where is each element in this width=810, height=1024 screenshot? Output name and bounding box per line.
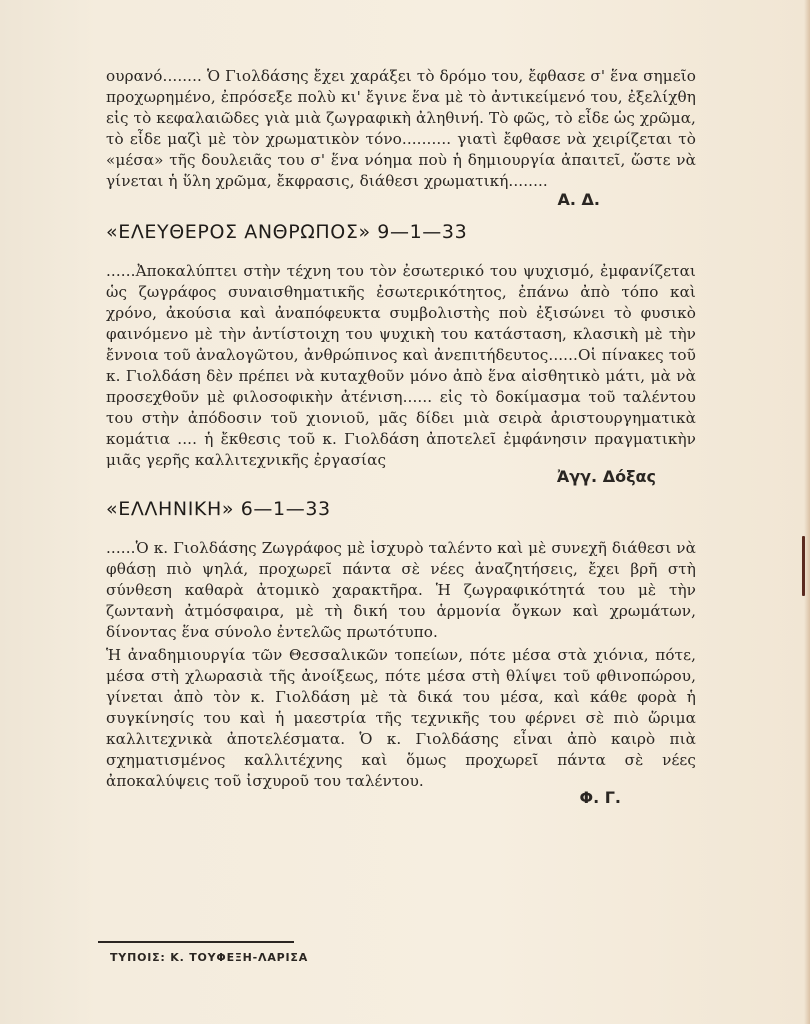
binding-mark xyxy=(802,536,805,596)
section1-paragraph: ουρανό........ Ὁ Γιολδάσης ἔχει χαράξει τὸ δρόμο του, ἔφθασε σ' ἕνα σημεῖο προχωρημένο, ἐπρόσεξε πολὺ κι' ἔγινε ἕνα μὲ τὸ ἀντικείμενό του, ἐξελίχθη εἰς τὸ κεφαλαιῶδες γιὰ μιὰ ζωγραφικὴ ἀληθινή. Τὸ φῶς, τὸ εἶδε ὡς χρῶμα, τὸ εἶδε μαζὶ μὲ τὸν χρωματικὸν τόνο.......... γιατὶ ἔφθασε νὰ χειρίζεται τὸ «μέσα» τῆς δουλειᾶς του σ' ἕνα νόημα ποὺ ἡ δημιουργία ἀπαιτεῖ, ὥστε νὰ γίνεται ἡ ὕλη χρῶμα, ἔκφρασις, διάθεσι χρωματική........ xyxy=(106,67,696,190)
section2-signature: Ἀγγ. Δόξας xyxy=(556,467,656,486)
paper-edge-shadow xyxy=(804,0,810,1024)
section3-signature: Φ. Γ. xyxy=(579,788,621,807)
section2-heading: «ΕΛΕΥΘΕΡΟΣ ΑΝΘΡΩΠΟΣ» 9—1—33 xyxy=(106,221,468,243)
footer-rule xyxy=(98,941,294,943)
content-column xyxy=(106,66,696,807)
section3-heading: «ΕΛΛΗΝΙΚΗ» 6—1—33 xyxy=(106,498,331,520)
section1-signature: Α. Δ. xyxy=(557,190,600,209)
section3-paragraph-1: ......Ὁ κ. Γιολδάσης Ζωγράφος μὲ ἰσχυρὸ ταλέντο καὶ μὲ συνεχῆ διάθεσι νὰ φθάσῃ πιὸ ψηλά, προχωρεῖ πάντα σὲ νέες ἀναζητήσεις, ἔχει βρῆ στὴ σύνθεση καθαρὰ ἀτομικὸ χαρακτῆρα. Ἡ ζωγραφικότητά του μὲ τὴν ζωντανὴ ἀτμόσφαιρα, μὲ τὴ δική του ἁρμονία ὄγκων καὶ χρωμάτων, δίνοντας ἕνα σύνολο ἐντελῶς πρωτότυπο. xyxy=(106,539,696,641)
section2-paragraph: ......Ἀποκαλύπτει στὴν τέχνη του τὸν ἐσωτερικό του ψυχισμό, ἐμφανίζεται ὡς ζωγράφος συναισθηματικῆς ἐσωτερικότητος, ἐπάνω ἀπὸ τόπο καὶ χρόνο, ἀκούσια καὶ ἀναπόφευκτα συμβολιστὴς ποὺ ἐξισώνει τὸ φυσικὸ φαινόμενο μὲ τὴν ἀντίστοιχη του ψυχικὴ του κατάσταση, κλασικὴ μὲ τὴν ἔννοια τοῦ ἀναλογῶτου, ἀνθρώπινος καὶ ἀνεπιτήδευτος......Οἱ πίνακες τοῦ κ. Γιολδάση δὲν πρέπει νὰ κυταχθοῦν μόνο ἀπὸ ἕνα αἰσθητικὸ μάτι, μὰ νὰ προσεχθοῦν μὲ φιλοσοφικὴν ἀτένιση...... εἰς τὸ δοκίμασμα τοῦ ταλέντου του στὴν ἀπόδοσιν τοῦ χιονιοῦ, μᾶς δίδει μιὰ σειρὰ ἀριστουργηματικὰ κομάτια .... ἡ ἔκθεσις τοῦ κ. Γιολδάση ἀποτελεῖ ἐμφάνησιν πραγματικὴν μιᾶς γερῆς καλλιτεχνικῆς ἐργασίας xyxy=(106,262,696,469)
section3-paragraph-2: Ἡ ἀναδημιουργία τῶν Θεσσαλικῶν τοπείων, πότε μέσα στὰ χιόνια, πότε, μέσα στὴ χλωρασιὰ τῆς ἀνοίξεως, πότε μέσα στὴ θλίψει τοῦ φθινοπώρου, γίνεται ἀπὸ τὸν κ. Γιολδάση μὲ τὰ δικά του μέσα, καὶ κάθε φορὰ ἡ συγκίνησίς του καὶ ἡ μαεστρία τῆς τεχνικῆς του φέρνει σὲ πιὸ ὥριμα καλλιτεχνικὰ ἀποτελέσματα. Ὁ κ. Γιολδάσης εἶναι ἀπὸ καιρὸ πιὰ σχηματισμένος καλλιτέχνης καὶ ὅμως προχωρεῖ πάντα σὲ νέες ἀποκαλύψεις τοῦ ἰσχυροῦ του ταλέντου. xyxy=(106,646,696,790)
printer-credit: ΤΥΠΟΙΣ: Κ. ΤΟΥΦΕΞΗ-ΛΑΡΙΣΑ xyxy=(110,951,309,964)
